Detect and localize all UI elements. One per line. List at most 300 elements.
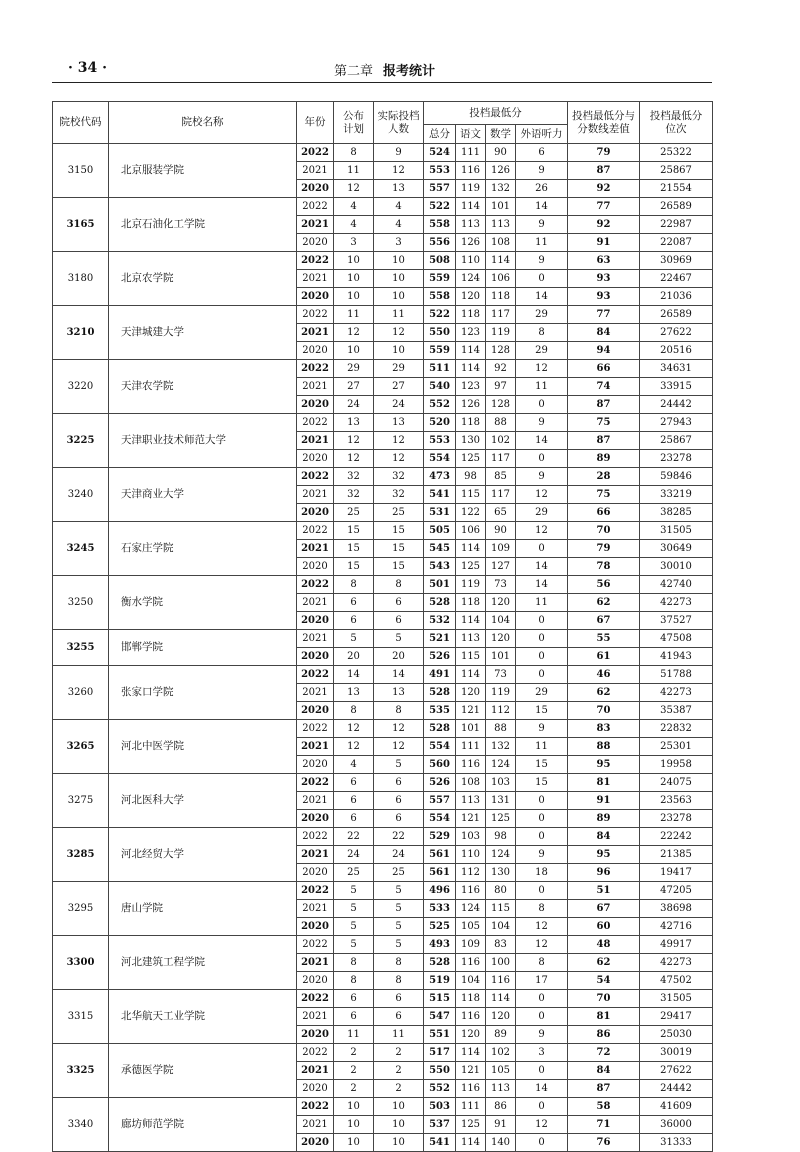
table-row: [53, 306, 713, 324]
foreign-cell: 15: [516, 756, 568, 774]
math-cell: 128: [486, 396, 516, 414]
table-row: [53, 936, 713, 954]
school-name: 承德医学院: [109, 1044, 297, 1098]
school-code: 3165: [53, 198, 109, 252]
actual-cell: 10: [374, 252, 424, 270]
actual-cell: 8: [374, 702, 424, 720]
foreign-cell: 29: [516, 342, 568, 360]
diff-cell: 60: [568, 918, 640, 936]
total-cell: 550: [424, 324, 456, 342]
actual-cell: 6: [374, 774, 424, 792]
school-name: 唐山学院: [109, 882, 297, 936]
rank-cell: 42273: [640, 684, 713, 702]
table-row: [53, 990, 713, 1008]
actual-cell: 5: [374, 630, 424, 648]
plan-cell: 6: [334, 612, 374, 630]
math-cell: 89: [486, 1026, 516, 1044]
diff-cell: 67: [568, 612, 640, 630]
actual-cell: 13: [374, 684, 424, 702]
plan-cell: 14: [334, 666, 374, 684]
chinese-cell: 120: [456, 1026, 486, 1044]
actual-cell: 3: [374, 234, 424, 252]
chinese-cell: 108: [456, 774, 486, 792]
diff-cell: 81: [568, 1008, 640, 1026]
rank-cell: 26589: [640, 306, 713, 324]
school-name: 天津城建大学: [109, 306, 297, 360]
foreign-cell: 0: [516, 792, 568, 810]
foreign-cell: 0: [516, 648, 568, 666]
chapter-heading: [334, 60, 435, 79]
year-cell: 2020: [297, 702, 334, 720]
rank-cell: 42273: [640, 954, 713, 972]
diff-cell: 62: [568, 954, 640, 972]
math-cell: 127: [486, 558, 516, 576]
diff-cell: 93: [568, 288, 640, 306]
actual-cell: 6: [374, 990, 424, 1008]
chinese-cell: 123: [456, 378, 486, 396]
diff-cell: 66: [568, 504, 640, 522]
math-cell: 104: [486, 918, 516, 936]
diff-cell: 87: [568, 1080, 640, 1098]
actual-cell: 5: [374, 756, 424, 774]
school-name: 衡水学院: [109, 576, 297, 630]
total-cell: 528: [424, 954, 456, 972]
total-cell: 528: [424, 684, 456, 702]
plan-cell: 8: [334, 576, 374, 594]
rank-cell: 33915: [640, 378, 713, 396]
table-row: [53, 468, 713, 486]
chinese-cell: 125: [456, 1116, 486, 1134]
foreign-cell: 0: [516, 666, 568, 684]
foreign-cell: 8: [516, 954, 568, 972]
total-cell: 522: [424, 306, 456, 324]
math-cell: 105: [486, 1062, 516, 1080]
plan-cell: 3: [334, 234, 374, 252]
chinese-cell: 114: [456, 1044, 486, 1062]
school-code: 3260: [53, 666, 109, 720]
actual-cell: 4: [374, 198, 424, 216]
total-cell: 529: [424, 828, 456, 846]
rank-cell: 30969: [640, 252, 713, 270]
total-cell: 537: [424, 1116, 456, 1134]
plan-cell: 24: [334, 846, 374, 864]
diff-cell: 95: [568, 756, 640, 774]
diff-cell: 92: [568, 216, 640, 234]
foreign-cell: 14: [516, 558, 568, 576]
rank-cell: 34631: [640, 360, 713, 378]
rank-cell: 42273: [640, 594, 713, 612]
year-cell: 2021: [297, 630, 334, 648]
chinese-cell: 118: [456, 414, 486, 432]
table-row: [53, 666, 713, 684]
diff-cell: 75: [568, 486, 640, 504]
year-cell: 2021: [297, 792, 334, 810]
plan-cell: 8: [334, 972, 374, 990]
math-cell: 120: [486, 630, 516, 648]
foreign-cell: 9: [516, 414, 568, 432]
year-cell: 2020: [297, 1026, 334, 1044]
diff-cell: 58: [568, 1098, 640, 1116]
diff-cell: 76: [568, 1134, 640, 1152]
math-cell: 114: [486, 990, 516, 1008]
actual-cell: 32: [374, 486, 424, 504]
school-code: 3315: [53, 990, 109, 1044]
actual-cell: 9: [374, 144, 424, 162]
rank-cell: 38285: [640, 504, 713, 522]
plan-cell: 10: [334, 288, 374, 306]
year-cell: 2020: [297, 288, 334, 306]
plan-cell: 5: [334, 630, 374, 648]
total-cell: 558: [424, 216, 456, 234]
total-cell: 553: [424, 432, 456, 450]
chinese-cell: 125: [456, 450, 486, 468]
foreign-cell: 0: [516, 270, 568, 288]
total-cell: 552: [424, 1080, 456, 1098]
actual-cell: 15: [374, 540, 424, 558]
rank-cell: 19417: [640, 864, 713, 882]
total-cell: 522: [424, 198, 456, 216]
school-code: 3255: [53, 630, 109, 666]
table-row: [53, 414, 713, 432]
rank-cell: 30010: [640, 558, 713, 576]
table-row: [53, 774, 713, 792]
rank-cell: 51788: [640, 666, 713, 684]
chinese-cell: 119: [456, 576, 486, 594]
total-cell: 525: [424, 918, 456, 936]
total-cell: 524: [424, 144, 456, 162]
chinese-cell: 113: [456, 792, 486, 810]
table-row: [53, 522, 713, 540]
diff-cell: 87: [568, 396, 640, 414]
col-foreign: 外语听力: [516, 125, 568, 144]
school-name: 天津农学院: [109, 360, 297, 414]
total-cell: 505: [424, 522, 456, 540]
math-cell: 113: [486, 1080, 516, 1098]
school-code: 3150: [53, 144, 109, 198]
plan-cell: 6: [334, 594, 374, 612]
math-cell: 120: [486, 1008, 516, 1026]
foreign-cell: 9: [516, 216, 568, 234]
total-cell: 503: [424, 1098, 456, 1116]
foreign-cell: 6: [516, 144, 568, 162]
rank-cell: 27622: [640, 1062, 713, 1080]
chinese-cell: 121: [456, 810, 486, 828]
chinese-cell: 114: [456, 198, 486, 216]
chinese-cell: 105: [456, 918, 486, 936]
total-cell: 533: [424, 900, 456, 918]
foreign-cell: 12: [516, 360, 568, 378]
year-cell: 2022: [297, 360, 334, 378]
foreign-cell: 0: [516, 810, 568, 828]
math-cell: 73: [486, 576, 516, 594]
year-cell: 2021: [297, 162, 334, 180]
school-name: 天津商业大学: [109, 468, 297, 522]
plan-cell: 2: [334, 1080, 374, 1098]
math-cell: 98: [486, 828, 516, 846]
diff-cell: 78: [568, 558, 640, 576]
plan-cell: 13: [334, 414, 374, 432]
plan-cell: 11: [334, 1026, 374, 1044]
total-cell: 531: [424, 504, 456, 522]
actual-cell: 29: [374, 360, 424, 378]
total-cell: 547: [424, 1008, 456, 1026]
school-name: 北京服装学院: [109, 144, 297, 198]
diff-cell: 84: [568, 324, 640, 342]
total-cell: 545: [424, 540, 456, 558]
plan-cell: 32: [334, 468, 374, 486]
foreign-cell: 14: [516, 432, 568, 450]
rank-cell: 24442: [640, 396, 713, 414]
diff-cell: 93: [568, 270, 640, 288]
actual-cell: 6: [374, 792, 424, 810]
school-code: 3220: [53, 360, 109, 414]
year-cell: 2020: [297, 1134, 334, 1152]
actual-cell: 5: [374, 918, 424, 936]
foreign-cell: 12: [516, 918, 568, 936]
rank-cell: 27622: [640, 324, 713, 342]
rank-cell: 47502: [640, 972, 713, 990]
diff-cell: 89: [568, 810, 640, 828]
year-cell: 2022: [297, 882, 334, 900]
plan-cell: 4: [334, 756, 374, 774]
total-cell: 561: [424, 846, 456, 864]
rank-cell: 26589: [640, 198, 713, 216]
year-cell: 2021: [297, 216, 334, 234]
rank-cell: 29417: [640, 1008, 713, 1026]
chinese-cell: 113: [456, 630, 486, 648]
total-cell: 526: [424, 648, 456, 666]
foreign-cell: 0: [516, 882, 568, 900]
math-cell: 124: [486, 846, 516, 864]
plan-cell: 11: [334, 306, 374, 324]
plan-cell: 11: [334, 162, 374, 180]
math-cell: 132: [486, 180, 516, 198]
school-code: 3250: [53, 576, 109, 630]
actual-cell: 10: [374, 1134, 424, 1152]
total-cell: 519: [424, 972, 456, 990]
math-cell: 131: [486, 792, 516, 810]
plan-cell: 10: [334, 1134, 374, 1152]
plan-cell: 12: [334, 180, 374, 198]
total-cell: 554: [424, 738, 456, 756]
foreign-cell: 29: [516, 504, 568, 522]
diff-cell: 91: [568, 792, 640, 810]
foreign-cell: 14: [516, 576, 568, 594]
plan-cell: 12: [334, 450, 374, 468]
math-cell: 130: [486, 864, 516, 882]
actual-cell: 11: [374, 1026, 424, 1044]
diff-cell: 87: [568, 162, 640, 180]
rank-cell: 38698: [640, 900, 713, 918]
rank-cell: 33219: [640, 486, 713, 504]
year-cell: 2020: [297, 396, 334, 414]
total-cell: 541: [424, 486, 456, 504]
plan-cell: 6: [334, 810, 374, 828]
diff-cell: 70: [568, 522, 640, 540]
plan-cell: 24: [334, 396, 374, 414]
col-diff: 投档最低分与分数线差值: [568, 102, 640, 144]
actual-cell: 10: [374, 288, 424, 306]
actual-cell: 10: [374, 1116, 424, 1134]
year-cell: 2021: [297, 378, 334, 396]
total-cell: 553: [424, 162, 456, 180]
year-cell: 2022: [297, 720, 334, 738]
math-cell: 65: [486, 504, 516, 522]
foreign-cell: 9: [516, 1026, 568, 1044]
math-cell: 91: [486, 1116, 516, 1134]
year-cell: 2021: [297, 594, 334, 612]
school-name: 北京农学院: [109, 252, 297, 306]
plan-cell: 15: [334, 558, 374, 576]
table-row: [53, 720, 713, 738]
rank-cell: 31505: [640, 990, 713, 1008]
chinese-cell: 121: [456, 702, 486, 720]
total-cell: 511: [424, 360, 456, 378]
chapter-title: 报考统计: [383, 64, 436, 79]
diff-cell: 51: [568, 882, 640, 900]
diff-cell: 91: [568, 234, 640, 252]
math-cell: 97: [486, 378, 516, 396]
diff-cell: 48: [568, 936, 640, 954]
school-name: 河北医科大学: [109, 774, 297, 828]
rank-cell: 25867: [640, 162, 713, 180]
chinese-cell: 118: [456, 990, 486, 1008]
math-cell: 88: [486, 720, 516, 738]
foreign-cell: 15: [516, 702, 568, 720]
table-row: [53, 576, 713, 594]
chinese-cell: 116: [456, 162, 486, 180]
school-code: 3225: [53, 414, 109, 468]
chinese-cell: 110: [456, 252, 486, 270]
diff-cell: 79: [568, 144, 640, 162]
math-cell: 119: [486, 684, 516, 702]
plan-cell: 12: [334, 738, 374, 756]
total-cell: 559: [424, 342, 456, 360]
school-name: 邯郸学院: [109, 630, 297, 666]
math-cell: 109: [486, 540, 516, 558]
school-code: 3210: [53, 306, 109, 360]
col-name: 院校名称: [109, 102, 297, 144]
chinese-cell: 124: [456, 270, 486, 288]
math-cell: 128: [486, 342, 516, 360]
total-cell: 520: [424, 414, 456, 432]
year-cell: 2021: [297, 1116, 334, 1134]
rank-cell: 25867: [640, 432, 713, 450]
math-cell: 108: [486, 234, 516, 252]
chinese-cell: 111: [456, 1098, 486, 1116]
foreign-cell: 11: [516, 234, 568, 252]
diff-cell: 70: [568, 702, 640, 720]
year-cell: 2021: [297, 846, 334, 864]
school-name: 河北建筑工程学院: [109, 936, 297, 990]
diff-cell: 81: [568, 774, 640, 792]
year-cell: 2020: [297, 972, 334, 990]
year-cell: 2021: [297, 486, 334, 504]
foreign-cell: 12: [516, 936, 568, 954]
math-cell: 90: [486, 144, 516, 162]
col-plan: 公布计划: [334, 102, 374, 144]
year-cell: 2021: [297, 954, 334, 972]
foreign-cell: 0: [516, 612, 568, 630]
total-cell: 521: [424, 630, 456, 648]
math-cell: 126: [486, 162, 516, 180]
rank-cell: 42740: [640, 576, 713, 594]
math-cell: 86: [486, 1098, 516, 1116]
actual-cell: 15: [374, 522, 424, 540]
math-cell: 106: [486, 270, 516, 288]
school-code: 3300: [53, 936, 109, 990]
total-cell: 556: [424, 234, 456, 252]
rank-cell: 30649: [640, 540, 713, 558]
year-cell: 2022: [297, 252, 334, 270]
total-cell: 561: [424, 864, 456, 882]
foreign-cell: 15: [516, 774, 568, 792]
diff-cell: 63: [568, 252, 640, 270]
year-cell: 2022: [297, 1044, 334, 1062]
plan-cell: 8: [334, 144, 374, 162]
actual-cell: 5: [374, 900, 424, 918]
year-cell: 2020: [297, 504, 334, 522]
foreign-cell: 0: [516, 1008, 568, 1026]
plan-cell: 8: [334, 954, 374, 972]
plan-cell: 6: [334, 1008, 374, 1026]
chinese-cell: 118: [456, 306, 486, 324]
chinese-cell: 115: [456, 486, 486, 504]
diff-cell: 77: [568, 306, 640, 324]
plan-cell: 8: [334, 702, 374, 720]
school-name: 石家庄学院: [109, 522, 297, 576]
chinese-cell: 116: [456, 954, 486, 972]
actual-cell: 20: [374, 648, 424, 666]
admission-table: [52, 101, 713, 1152]
diff-cell: 72: [568, 1044, 640, 1062]
plan-cell: 20: [334, 648, 374, 666]
math-cell: 116: [486, 972, 516, 990]
total-cell: 554: [424, 450, 456, 468]
col-chinese: 语文: [456, 125, 486, 144]
school-name: 天津职业技术师范大学: [109, 414, 297, 468]
chinese-cell: 125: [456, 558, 486, 576]
chinese-cell: 113: [456, 216, 486, 234]
plan-cell: 4: [334, 198, 374, 216]
rank-cell: 59846: [640, 468, 713, 486]
diff-cell: 96: [568, 864, 640, 882]
actual-cell: 4: [374, 216, 424, 234]
math-cell: 92: [486, 360, 516, 378]
actual-cell: 10: [374, 342, 424, 360]
plan-cell: 10: [334, 1116, 374, 1134]
foreign-cell: 29: [516, 306, 568, 324]
chinese-cell: 104: [456, 972, 486, 990]
school-code: 3180: [53, 252, 109, 306]
total-cell: 508: [424, 252, 456, 270]
year-cell: 2022: [297, 144, 334, 162]
actual-cell: 27: [374, 378, 424, 396]
col-rank: 投档最低分位次: [640, 102, 713, 144]
plan-cell: 13: [334, 684, 374, 702]
foreign-cell: 0: [516, 828, 568, 846]
col-math: 数学: [486, 125, 516, 144]
page-header: [52, 60, 712, 82]
plan-cell: 15: [334, 540, 374, 558]
foreign-cell: 8: [516, 324, 568, 342]
chinese-cell: 116: [456, 756, 486, 774]
total-cell: 517: [424, 1044, 456, 1062]
year-cell: 2020: [297, 648, 334, 666]
diff-cell: 62: [568, 684, 640, 702]
plan-cell: 25: [334, 864, 374, 882]
rank-cell: 31505: [640, 522, 713, 540]
